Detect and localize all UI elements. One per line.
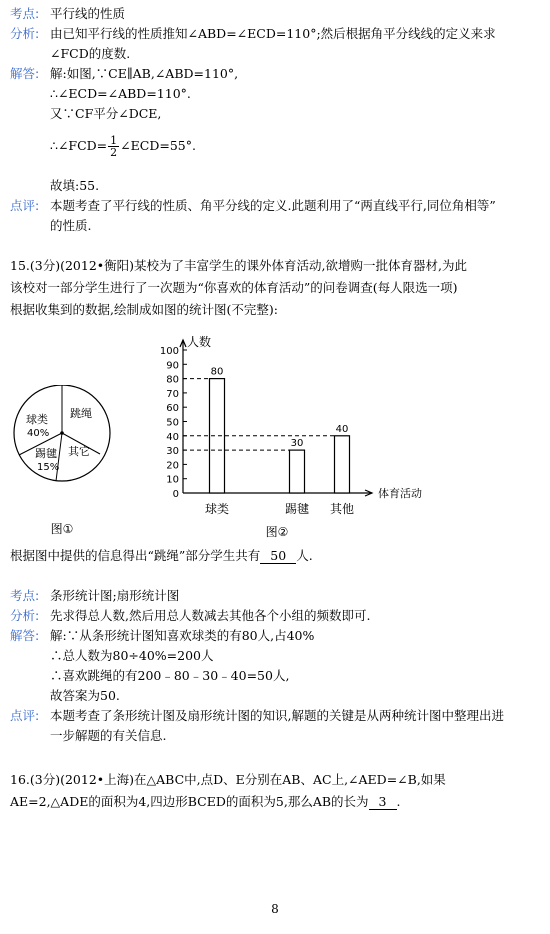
category-label-1: 球类 [204, 502, 230, 516]
p15-dianping-2: 一步解题的有关信息. [50, 728, 167, 743]
y-tick-label-60: 60 [166, 403, 179, 415]
bar-value-label-1: 80 [210, 366, 224, 378]
pie-label-qita: 其它 [68, 445, 90, 458]
bar-value-label-2: 30 [290, 438, 304, 450]
pie-label-tijian-pct: 15% [37, 462, 60, 473]
p14-step-2: ∴∠ECD=∠ABD=110°. [50, 86, 191, 101]
kaodian-tag-2: 考点: [10, 588, 40, 603]
fenxi-tag-2: 分析: [10, 608, 40, 623]
bar-chart [140, 330, 450, 545]
p14-fenxi-1: 由已知平行线的性质推知∠ABD=∠ECD=110°;然后根据角平分线线的定义来求 [50, 26, 496, 41]
p15-answer [10, 548, 313, 564]
p15-fenxi: 先求得总人数,然后用总人数减去其他各个小组的频数即可. [50, 608, 371, 623]
fraction-denominator: 2 [110, 146, 118, 159]
page-number: 8 [271, 902, 279, 916]
p15-question-2: 该校对一部分学生进行了一次题为“你喜欢的体育活动”的问卷调查(每人限选一项) [10, 280, 458, 295]
dianping-tag-2: 点评: [10, 708, 40, 723]
pie-label-tijian: 踢毽 [35, 447, 57, 460]
p15-dianping-1: 本题考查了条形统计图及扇形统计图的知识,解题的关键是从两种统计图中整理出进 [50, 708, 504, 723]
pie-label-tiaosheng: 跳绳 [70, 407, 92, 420]
pie-center [60, 431, 64, 435]
pie-label-qiulei: 球类 [26, 413, 48, 426]
p14-dianping-2: 的性质. [50, 218, 92, 233]
y-tick-label-80: 80 [166, 374, 179, 386]
fraction-numerator: 1 [110, 134, 118, 147]
p14-step-3: 又∵CF平分∠DCE, [50, 106, 162, 121]
y-tick-label-90: 90 [166, 360, 179, 372]
bar-caption: 图② [265, 525, 289, 539]
dianping-tag: 点评: [10, 198, 40, 213]
bar-3 [335, 436, 350, 493]
category-label-2: 踢毽 [284, 502, 310, 516]
p15-step-2: ∴总人数为80÷40%=200人 [50, 648, 214, 663]
p16-question-2-b: . [396, 794, 401, 809]
pie-caption: 图① [50, 522, 74, 536]
p15-kaodian: 条形统计图;扇形统计图 [50, 588, 180, 603]
p15-step-1: 解:∵从条形统计图知喜欢球类的有80人,占40% [50, 628, 315, 643]
x-axis-title: 体育活动 [378, 487, 422, 500]
p15-step-3: ∴喜欢跳绳的有200﹣80﹣30﹣40=50人, [50, 668, 290, 683]
p14-fenxi-2: ∠FCD的度数. [50, 46, 131, 61]
p15-answer-b: 人. [296, 548, 313, 563]
y-axis-title: 人数 [187, 335, 212, 349]
bar-value-label-3: 40 [335, 423, 349, 435]
pie-chart [0, 385, 140, 545]
pie-label-qiulei-pct: 40% [27, 428, 50, 439]
p15-answer-a: 根据图中提供的信息得出“跳绳”部分学生共有 [10, 548, 261, 563]
kaodian-tag: 考点: [10, 6, 40, 21]
jieda-tag-2: 解答: [10, 628, 40, 643]
y-tick-label-70: 70 [166, 388, 179, 400]
category-label-3: 其他 [329, 502, 355, 516]
p16-question-1: 16.(3分)(2012•上海)在△ABC中,点D、E分别在AB、AC上,∠AED=∠B,如果 [10, 772, 446, 787]
y-tick-label-0: 0 [172, 489, 179, 500]
p14-step-4 [50, 132, 196, 160]
fenxi-tag: 分析: [10, 26, 40, 41]
y-tick-label-50: 50 [166, 417, 179, 429]
y-tick-label-20: 20 [166, 460, 179, 472]
fraction-one-half [108, 135, 119, 158]
p16-question-2 [10, 794, 400, 810]
y-tick-label-40: 40 [166, 431, 179, 443]
y-tick-label-100: 100 [159, 346, 179, 357]
p15-step-4: 故答案为50. [50, 688, 120, 703]
p14-step-5: 故填:55. [50, 178, 100, 193]
p15-question-3: 根据收集到的数据,绘制成如图的统计图(不完整): [10, 302, 278, 317]
bar-2 [290, 450, 305, 493]
p14-kaodian: 平行线的性质 [50, 6, 126, 21]
jieda-tag: 解答: [10, 66, 40, 81]
p16-answer-blank: 3 [369, 794, 397, 810]
p14-dianping-1: 本题考查了平行线的性质、角平分线的定义.此题利用了“两直线平行,同位角相等” [50, 198, 496, 213]
p14-step-4-b: ∠ECD=55°. [120, 138, 196, 153]
p15-question-1: 15.(3分)(2012•衡阳)某校为了丰富学生的课外体育活动,欲增购一批体育器材,为此 [10, 258, 467, 273]
p16-question-2-a: AE=2,△ADE的面积为4,四边形BCED的面积为5,那么AB的长为 [10, 794, 369, 809]
p15-answer-blank: 50 [260, 548, 296, 564]
y-tick-label-30: 30 [166, 446, 179, 458]
y-tick-label-10: 10 [166, 474, 179, 486]
p14-step-4-a: ∴∠FCD= [50, 138, 108, 153]
p14-step-1: 解:如图,∵CE∥AB,∠ABD=110°, [50, 66, 239, 81]
